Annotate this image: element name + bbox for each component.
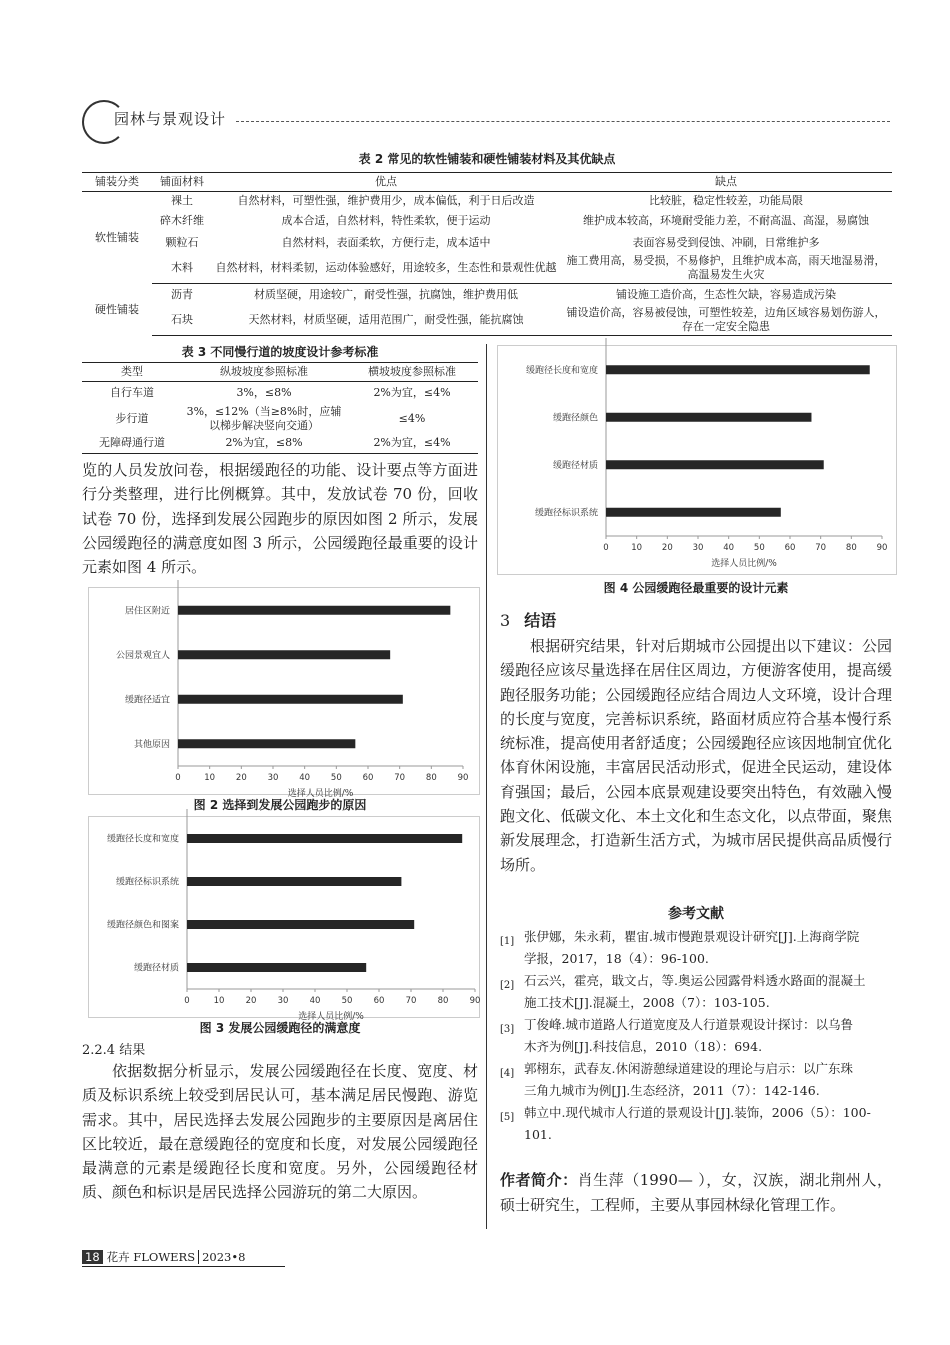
table3-type: 自行车道: [110, 385, 154, 399]
left-paragraph-1: [82, 458, 478, 579]
table2-header-cons: 缺点: [560, 173, 892, 192]
journal-name: 花卉 FLOWERS: [106, 1250, 196, 1264]
table2-header-pros: 优点: [212, 173, 560, 192]
table-row: [82, 382, 478, 404]
table2-material: 木料: [152, 254, 212, 284]
table2-pros: 自然材料，可塑性强，维护费用少，成本偏低，利于日后改造: [237, 193, 535, 207]
reference-item: [500, 970, 892, 1014]
figure3-caption: 图 3 发展公园缓跑径的满意度: [199, 1021, 361, 1035]
table2-material: 颗粒石: [165, 235, 199, 249]
left-paragraph-2: [82, 1059, 478, 1205]
category-label: 其他原因: [133, 739, 170, 750]
table3-longitudinal: 3%，≤12%（当≥8%时，应辅以梯步解决竖向交通）: [186, 404, 342, 432]
x-tick-label: 10: [204, 773, 216, 783]
reference-line: 石云兴，霍亮，戢文占，等.奥运公园露骨料透水路面的混凝土: [524, 973, 866, 988]
x-tick-label: 0: [603, 543, 609, 553]
table3-longitudinal: 2%为宜，≤8%: [182, 434, 346, 454]
section-number: 3: [500, 611, 511, 630]
table2-pros: 成本合适，自然材料，特性柔软，便于运动: [281, 213, 491, 227]
table3-header-transverse: 横坡坡度参照标准: [346, 363, 478, 382]
reference-item: [500, 926, 892, 970]
figure2-caption: 图 2 选择到发展公园跑步的原因: [193, 798, 367, 812]
category-label: 缓跑径长度和宽度: [525, 365, 598, 376]
x-tick-label: 0: [175, 773, 181, 783]
table-row: [82, 254, 892, 284]
table2-caption: 表 2 常见的软性铺装和硬性铺装材料及其优缺点: [358, 152, 616, 166]
figure2-chart: [88, 587, 480, 799]
column-divider: [486, 344, 487, 1229]
category-label: 缓跑径标识系统: [534, 508, 598, 519]
reference-line: 丁俊峰.城市道路人行道宽度及人行道景观设计探讨：以乌鲁: [524, 1017, 853, 1032]
paragraph-text: 根据研究结果，针对后期城市公园提出以下建议：公园缓跑径应该尽量选择在居住区周边，方便游客使用，提高缓跑径服务功能；公园缓跑径应结合周边人文环境，设计合理的长度与宽度，完善标识系统，路面材质应符合基本慢行系统标准，提高使用者舒适度；公园缓跑径应该因地制宜优化体育休闲设施，丰富居民活动形式，促进全民运动，建设体育强国；最后，公园本底景观建设要突出特色，有效融入慢跑文化、低碳文化、本土文化和生态文化，以点带面，聚焦新发展理念，打造新生活方式，为城市居民提供高品质慢行场所。: [500, 637, 892, 874]
x-tick-label: 20: [235, 773, 247, 783]
x-tick-label: 30: [267, 773, 279, 783]
bar: [187, 834, 462, 843]
x-tick-label: 20: [245, 996, 257, 1006]
bar: [606, 460, 824, 469]
x-tick-label: 70: [405, 996, 417, 1006]
references-title: 参考文献: [668, 906, 724, 922]
table3-transverse: 2%为宜，≤4%: [373, 385, 451, 399]
bar: [178, 650, 390, 659]
x-tick-label: 40: [299, 773, 311, 783]
category-label: 缓跑径标识系统: [115, 877, 179, 888]
table2-cons: 比较脏，稳定性较差，功能局限: [649, 193, 803, 207]
footer-separator: [198, 1250, 199, 1264]
table2-material: 裸土: [171, 193, 193, 207]
reference-item: [500, 1058, 892, 1102]
x-tick-label: 10: [213, 996, 225, 1006]
x-axis-label: 选择人员比例/%: [711, 559, 777, 569]
bar: [606, 365, 870, 374]
category-label: 缓跑径颜色和图案: [106, 920, 179, 931]
table3-header-type: 类型: [82, 363, 182, 382]
page-number: 18: [82, 1250, 103, 1264]
category-label: 缓跑径长度和宽度: [106, 834, 179, 845]
reference-line: 三角九城市为例[J].生态经济，2011（7）：142-146.: [524, 1083, 820, 1098]
table2-material: 石块: [152, 306, 212, 336]
issue-number: 2023•8: [202, 1250, 246, 1264]
table3-longitudinal: 3%，≤8%: [236, 385, 292, 399]
x-axis-label: 选择人员比例/%: [298, 1012, 364, 1022]
bar: [606, 508, 781, 517]
paragraph-text: 依据数据分析显示，发展公园缓跑径在长度、宽度、材质及标识系统上较受到居民认可，基本满足居民慢跑、游览需求。其中，居民选择去发展公园跑步的主要原因是离居住区比较近，最在意缓跑径的宽度和长度，对发展公园缓跑径最满意的元素是缓跑径长度和宽度。另外，公园缓跑径材质、颜色和标识是居民选择公园游玩的第二大原因。: [82, 1062, 478, 1202]
table3-type: 无障碍通行道: [82, 434, 182, 454]
reference-number: [2]: [500, 980, 515, 991]
table2-category: 硬性铺装: [95, 302, 139, 316]
x-tick-label: 60: [784, 543, 796, 553]
table2-cons: 维护成本较高，环境耐受能力差，不耐高温、高湿，易腐蚀: [583, 213, 869, 227]
reference-number: [3]: [500, 1024, 515, 1035]
journal-section-title: 园林与景观设计: [114, 110, 227, 128]
x-tick-label: 40: [309, 996, 321, 1006]
x-tick-label: 50: [753, 543, 765, 553]
category-label: 居住区附近: [124, 606, 170, 617]
reference-number: [5]: [500, 1112, 515, 1123]
table2-category: 软性铺装: [95, 230, 139, 244]
reference-line: 郭栩东，武春友.休闲游憩绿道建设的理论与启示：以广东珠: [524, 1061, 853, 1076]
reference-line: 张伊娜，朱永莉，瞿宙.城市慢跑景观设计研究[J].上海商学院: [524, 929, 860, 944]
figure4-svg: [498, 346, 896, 574]
bar: [606, 413, 811, 422]
x-tick-label: 80: [437, 996, 449, 1006]
right-paragraph-1: [500, 634, 892, 877]
page-footer: [82, 1248, 285, 1267]
figure3-svg: [89, 817, 481, 1022]
x-tick-label: 70: [394, 773, 406, 783]
table3: [82, 362, 478, 454]
table2: [82, 172, 892, 336]
table-row: [82, 434, 478, 454]
bar: [187, 920, 414, 929]
category-label: 缓跑径颜色: [552, 413, 598, 424]
table-row: [82, 210, 892, 232]
x-tick-label: 90: [876, 543, 888, 553]
table-row: [82, 306, 892, 336]
x-tick-label: 0: [184, 996, 190, 1006]
x-tick-label: 10: [631, 543, 643, 553]
reference-item: [500, 1102, 892, 1146]
x-tick-label: 30: [692, 543, 704, 553]
table-row: [82, 192, 892, 210]
author-bio-text: 肖生萍（1990— ），女，汉族，湖北荆州人，硕士研究生，工程师，主要从事园林绿化管理工作。: [500, 1171, 892, 1214]
category-label: 缓跑径材质: [133, 963, 179, 974]
table3-transverse: 2%为宜，≤4%: [346, 434, 478, 454]
x-tick-label: 50: [341, 996, 353, 1006]
table-row: [82, 232, 892, 254]
bar: [187, 877, 401, 886]
x-tick-label: 60: [362, 773, 374, 783]
reference-line: 101.: [524, 1127, 552, 1142]
section-2-2-4-title: 2.2.4 结果: [82, 1043, 146, 1058]
figure4-chart: [497, 345, 897, 575]
section-3-title: [500, 608, 556, 631]
table2-cons: 表面容易受到侵蚀、冲刷，日常维护多: [632, 235, 820, 249]
x-tick-label: 30: [277, 996, 289, 1006]
table2-pros: 天然材料，材质坚硬，适用范围广，耐受性强，能抗腐蚀: [212, 306, 560, 336]
table2-header-category: 铺装分类: [82, 173, 152, 192]
x-tick-label: 90: [457, 773, 469, 783]
table2-pros: 自然材料，表面柔软，方便行走，成本适中: [281, 235, 491, 249]
category-label: 缓跑径适宜: [124, 695, 170, 706]
x-tick-label: 80: [425, 773, 437, 783]
figure2-svg: [89, 588, 479, 799]
reference-number: [4]: [500, 1068, 515, 1079]
x-tick-label: 40: [723, 543, 735, 553]
paragraph-text: 览的人员发放问卷，根据缓跑径的功能、设计要点等方面进行分类整理，进行比例概算。其中，发放试卷 70 份，回收试卷 70 份，选择到发展公园跑步的原因如图 2 所示，发展公园缓跑径的满意度如图 3 所示，公园缓跑径最重要的设计元素如图 4 所示。: [82, 461, 478, 577]
category-label: 公园景观宜人: [115, 650, 170, 661]
bar: [187, 963, 366, 972]
category-label: 缓跑径材质: [552, 460, 598, 471]
figure3-chart: [88, 816, 481, 1022]
x-tick-label: 90: [469, 996, 481, 1006]
table3-transverse: ≤4%: [398, 411, 426, 425]
table3-caption: 表 3 不同慢行道的坡度设计参考标准: [181, 345, 379, 359]
bar: [178, 606, 450, 615]
table2-cons: 施工费用高，易受损，不易修护，且维护成本高，雨天地湿易滑，高温易发生火灾: [560, 254, 892, 284]
x-tick-label: 70: [815, 543, 827, 553]
x-tick-label: 80: [845, 543, 857, 553]
x-tick-label: 60: [373, 996, 385, 1006]
bar: [178, 695, 403, 704]
table2-material: 碎木纤维: [160, 213, 204, 227]
reference-item: [500, 1014, 892, 1058]
figure4-caption: 图 4 公园缓跑径最重要的设计元素: [603, 581, 789, 595]
x-axis-label: 选择人员比例/%: [287, 789, 354, 799]
reference-line: 木齐为例[J].科技信息，2010（18）：694.: [524, 1039, 763, 1054]
table-row: [82, 404, 478, 434]
reference-number: [1]: [500, 936, 515, 947]
author-bio-label: 作者简介：: [500, 1171, 578, 1189]
bar: [178, 739, 355, 748]
section-title-text: 结语: [524, 611, 557, 630]
x-tick-label: 50: [330, 773, 342, 783]
table2-pros: 自然材料，材料柔韧，运动体验感好，用途较多，生态性和景观性优越: [212, 254, 560, 284]
x-tick-label: 20: [661, 543, 673, 553]
table3-header-longitudinal: 纵坡坡度参照标准: [182, 363, 346, 382]
table2-pros: 材质坚硬，用途较广，耐受性强，抗腐蚀，维护费用低: [254, 287, 518, 301]
table3-type: 步行道: [115, 411, 149, 425]
table2-cons: 铺设施工造价高，生态性欠缺，容易造成污染: [616, 287, 836, 301]
table2-cons: 铺设造价高，容易被侵蚀，可塑性较差，边角区域容易划伤游人，存在一定安全隐患: [560, 306, 892, 336]
table-row: [82, 284, 892, 306]
reference-line: 学报，2017，18（4）：96-100.: [524, 951, 709, 966]
author-bio: [500, 1168, 892, 1218]
reference-line: 韩立中.现代城市人行道的景观设计[J].装饰，2006（5）：100-: [524, 1105, 871, 1120]
reference-line: 施工技术[J].混凝土，2008（7）：103-105.: [524, 995, 770, 1010]
table2-header-material: 铺面材料: [152, 173, 212, 192]
header-dashed-rule: [236, 121, 890, 122]
table2-material: 沥青: [171, 287, 193, 301]
